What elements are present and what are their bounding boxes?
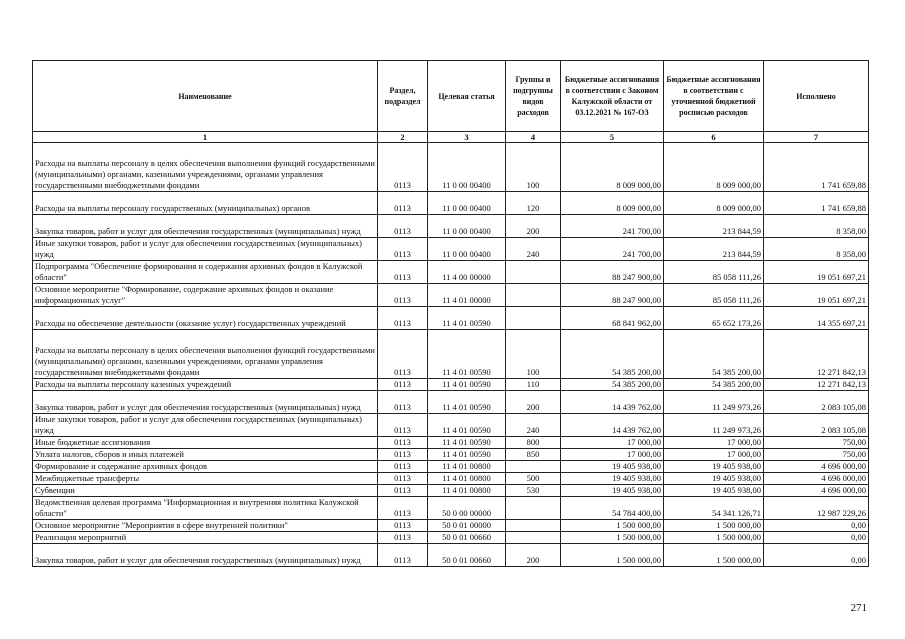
cell-article: 11 4 01 00800 <box>428 461 506 473</box>
cell-article: 50 0 01 00000 <box>428 520 506 532</box>
cell-group <box>506 461 561 473</box>
cell-name: Ведомственная целевая программа "Информационная и внутренняя политика Калужской области" <box>33 497 378 520</box>
cell-refined: 54 385 200,00 <box>664 379 764 391</box>
cell-law: 68 841 962,00 <box>561 307 664 330</box>
cell-refined: 65 652 173,26 <box>664 307 764 330</box>
cell-name: Расходы на обеспечение деятельности (оказание услуг) государственных учреждений <box>33 307 378 330</box>
cell-refined: 54 385 200,00 <box>664 330 764 379</box>
cell-article: 11 4 01 00590 <box>428 391 506 414</box>
cell-refined: 11 249 973,26 <box>664 414 764 437</box>
table-row <box>33 449 869 461</box>
table-row <box>33 497 869 520</box>
cell-executed: 750,00 <box>764 437 869 449</box>
cell-section: 0113 <box>378 238 428 261</box>
cell-name: Основное мероприятие "Формирование, содержание архивных фондов и оказание информационных услуг" <box>33 284 378 307</box>
cell-section: 0113 <box>378 437 428 449</box>
cell-law: 19 405 938,00 <box>561 461 664 473</box>
table-row <box>33 330 869 379</box>
cell-section: 0113 <box>378 379 428 391</box>
table-row <box>33 238 869 261</box>
cell-refined: 1 500 000,00 <box>664 544 764 567</box>
table-row <box>33 473 869 485</box>
table-row <box>33 192 869 215</box>
cell-section: 0113 <box>378 414 428 437</box>
cell-group <box>506 261 561 284</box>
cell-section: 0113 <box>378 143 428 192</box>
cell-refined: 11 249 973,26 <box>664 391 764 414</box>
cell-group: 110 <box>506 379 561 391</box>
table-row <box>33 461 869 473</box>
cell-section: 0113 <box>378 497 428 520</box>
cell-executed: 12 271 842,13 <box>764 379 869 391</box>
cell-executed: 12 271 842,13 <box>764 330 869 379</box>
table-row <box>33 485 869 497</box>
cell-article: 50 0 00 00000 <box>428 497 506 520</box>
col-number: 7 <box>764 132 869 143</box>
cell-article: 11 4 01 00590 <box>428 414 506 437</box>
cell-law: 241 700,00 <box>561 215 664 238</box>
cell-group <box>506 497 561 520</box>
cell-law: 17 000,00 <box>561 449 664 461</box>
table-row <box>33 437 869 449</box>
cell-group: 200 <box>506 544 561 567</box>
cell-section: 0113 <box>378 461 428 473</box>
cell-section: 0113 <box>378 485 428 497</box>
cell-refined: 85 058 111,26 <box>664 261 764 284</box>
cell-group <box>506 532 561 544</box>
col-number: 1 <box>33 132 378 143</box>
cell-law: 54 385 200,00 <box>561 379 664 391</box>
cell-executed: 1 741 659,88 <box>764 143 869 192</box>
cell-name: Подпрограмма "Обеспечение формирования и содержания архивных фондов в Калужской области" <box>33 261 378 284</box>
cell-name: Субвенции <box>33 485 378 497</box>
cell-name: Закупка товаров, работ и услуг для обеспечения государственных (муниципальных) нужд <box>33 391 378 414</box>
cell-law: 14 439 762,00 <box>561 414 664 437</box>
cell-group: 200 <box>506 215 561 238</box>
cell-law: 54 784 400,00 <box>561 497 664 520</box>
cell-name: Расходы на выплаты персоналу в целях обеспечения выполнения функций государственными (муниципальными) органами, казенными учреждениями, органами управления государственными внебюджетными фондами <box>33 330 378 379</box>
cell-executed: 19 051 697,21 <box>764 284 869 307</box>
cell-group <box>506 520 561 532</box>
cell-executed: 4 696 000,00 <box>764 473 869 485</box>
cell-article: 11 0 00 00400 <box>428 215 506 238</box>
cell-article: 50 0 01 00660 <box>428 544 506 567</box>
cell-law: 1 500 000,00 <box>561 532 664 544</box>
cell-article: 11 4 01 00590 <box>428 307 506 330</box>
cell-law: 19 405 938,00 <box>561 485 664 497</box>
cell-executed: 14 355 697,21 <box>764 307 869 330</box>
cell-section: 0113 <box>378 307 428 330</box>
cell-refined: 213 844,59 <box>664 215 764 238</box>
cell-group: 530 <box>506 485 561 497</box>
cell-name: Межбюджетные трансферты <box>33 473 378 485</box>
table-row <box>33 544 869 567</box>
cell-name: Уплата налогов, сборов и иных платежей <box>33 449 378 461</box>
cell-group: 200 <box>506 391 561 414</box>
cell-law: 88 247 900,00 <box>561 261 664 284</box>
cell-executed: 1 741 659,88 <box>764 192 869 215</box>
header-group: Группы и подгруппы видов расходов <box>506 61 561 132</box>
cell-section: 0113 <box>378 330 428 379</box>
cell-section: 0113 <box>378 532 428 544</box>
cell-group: 120 <box>506 192 561 215</box>
cell-group: 100 <box>506 143 561 192</box>
cell-law: 8 009 000,00 <box>561 143 664 192</box>
col-number: 6 <box>664 132 764 143</box>
table-row <box>33 143 869 192</box>
header-refined: Бюджетные ассигнования в соответствии с уточненной бюджетной росписью расходов <box>664 61 764 132</box>
cell-article: 11 4 01 00590 <box>428 330 506 379</box>
cell-name: Иные бюджетные ассигнования <box>33 437 378 449</box>
cell-section: 0113 <box>378 449 428 461</box>
cell-name: Иные закупки товаров, работ и услуг для обеспечения государственных (муниципальных) нужд <box>33 238 378 261</box>
cell-executed: 12 987 229,26 <box>764 497 869 520</box>
cell-article: 11 4 01 00590 <box>428 437 506 449</box>
cell-executed: 0,00 <box>764 520 869 532</box>
table-row <box>33 414 869 437</box>
cell-article: 50 0 01 00660 <box>428 532 506 544</box>
table-row <box>33 307 869 330</box>
header-executed: Исполнено <box>764 61 869 132</box>
cell-article: 11 4 01 00590 <box>428 379 506 391</box>
cell-refined: 1 500 000,00 <box>664 532 764 544</box>
header-law: Бюджетные ассигнования в соответствии с Законом Калужской области от 03.12.2021 № 167-ОЗ <box>561 61 664 132</box>
cell-refined: 213 844,59 <box>664 238 764 261</box>
header-article: Целевая статья <box>428 61 506 132</box>
cell-article: 11 0 00 00400 <box>428 192 506 215</box>
cell-section: 0113 <box>378 544 428 567</box>
cell-name: Реализация мероприятий <box>33 532 378 544</box>
cell-law: 88 247 900,00 <box>561 284 664 307</box>
cell-executed: 0,00 <box>764 532 869 544</box>
cell-group <box>506 307 561 330</box>
cell-name: Закупка товаров, работ и услуг для обеспечения государственных (муниципальных) нужд <box>33 215 378 238</box>
cell-law: 14 439 762,00 <box>561 391 664 414</box>
cell-law: 17 000,00 <box>561 437 664 449</box>
table-row <box>33 532 869 544</box>
col-number: 5 <box>561 132 664 143</box>
page-number: 271 <box>850 602 867 614</box>
cell-refined: 17 000,00 <box>664 449 764 461</box>
col-number: 2 <box>378 132 428 143</box>
cell-name: Расходы на выплаты персоналу казенных учреждений <box>33 379 378 391</box>
cell-executed: 0,00 <box>764 544 869 567</box>
cell-name: Основное мероприятие "Мероприятия в сфере внутренней политики" <box>33 520 378 532</box>
cell-law: 54 385 200,00 <box>561 330 664 379</box>
cell-executed: 8 358,00 <box>764 238 869 261</box>
table-row <box>33 215 869 238</box>
cell-name: Закупка товаров, работ и услуг для обеспечения государственных (муниципальных) нужд <box>33 544 378 567</box>
column-number-row <box>33 132 869 143</box>
cell-section: 0113 <box>378 520 428 532</box>
cell-refined: 85 058 111,26 <box>664 284 764 307</box>
cell-section: 0113 <box>378 391 428 414</box>
cell-section: 0113 <box>378 473 428 485</box>
cell-executed: 750,00 <box>764 449 869 461</box>
cell-group: 850 <box>506 449 561 461</box>
cell-refined: 19 405 938,00 <box>664 461 764 473</box>
cell-law: 19 405 938,00 <box>561 473 664 485</box>
cell-name: Расходы на выплаты персоналу в целях обеспечения выполнения функций государственными (муниципальными) органами, казенными учреждениями, органами управления государственными внебюджетными фондами <box>33 143 378 192</box>
cell-article: 11 4 01 00000 <box>428 284 506 307</box>
cell-executed: 4 696 000,00 <box>764 461 869 473</box>
cell-executed: 19 051 697,21 <box>764 261 869 284</box>
header-name: Наименование <box>33 61 378 132</box>
cell-article: 11 0 00 00400 <box>428 143 506 192</box>
cell-law: 241 700,00 <box>561 238 664 261</box>
cell-refined: 19 405 938,00 <box>664 473 764 485</box>
cell-group: 500 <box>506 473 561 485</box>
cell-section: 0113 <box>378 215 428 238</box>
cell-executed: 2 083 105,08 <box>764 391 869 414</box>
cell-article: 11 4 01 00800 <box>428 473 506 485</box>
cell-article: 11 4 01 00590 <box>428 449 506 461</box>
cell-group <box>506 284 561 307</box>
cell-group: 240 <box>506 238 561 261</box>
cell-article: 11 4 00 00000 <box>428 261 506 284</box>
cell-executed: 4 696 000,00 <box>764 485 869 497</box>
cell-group: 240 <box>506 414 561 437</box>
col-number: 3 <box>428 132 506 143</box>
cell-refined: 19 405 938,00 <box>664 485 764 497</box>
cell-article: 11 4 01 00800 <box>428 485 506 497</box>
header-section: Раздел, подраздел <box>378 61 428 132</box>
cell-article: 11 0 00 00400 <box>428 238 506 261</box>
cell-law: 1 500 000,00 <box>561 544 664 567</box>
cell-executed: 8 358,00 <box>764 215 869 238</box>
cell-executed: 2 083 105,08 <box>764 414 869 437</box>
table-row <box>33 391 869 414</box>
budget-execution-table <box>32 60 869 567</box>
cell-name: Расходы на выплаты персоналу государственных (муниципальных) органов <box>33 192 378 215</box>
cell-group: 800 <box>506 437 561 449</box>
table-header-row <box>33 61 869 132</box>
cell-refined: 8 009 000,00 <box>664 143 764 192</box>
cell-section: 0113 <box>378 284 428 307</box>
cell-law: 1 500 000,00 <box>561 520 664 532</box>
cell-section: 0113 <box>378 261 428 284</box>
cell-refined: 1 500 000,00 <box>664 520 764 532</box>
cell-refined: 54 341 126,71 <box>664 497 764 520</box>
cell-refined: 8 009 000,00 <box>664 192 764 215</box>
cell-section: 0113 <box>378 192 428 215</box>
cell-law: 8 009 000,00 <box>561 192 664 215</box>
cell-group: 100 <box>506 330 561 379</box>
table-row <box>33 261 869 284</box>
table-row <box>33 520 869 532</box>
cell-name: Иные закупки товаров, работ и услуг для обеспечения государственных (муниципальных) нужд <box>33 414 378 437</box>
table-row <box>33 284 869 307</box>
cell-name: Формирование и содержание архивных фондов <box>33 461 378 473</box>
cell-refined: 17 000,00 <box>664 437 764 449</box>
table-row <box>33 379 869 391</box>
col-number: 4 <box>506 132 561 143</box>
